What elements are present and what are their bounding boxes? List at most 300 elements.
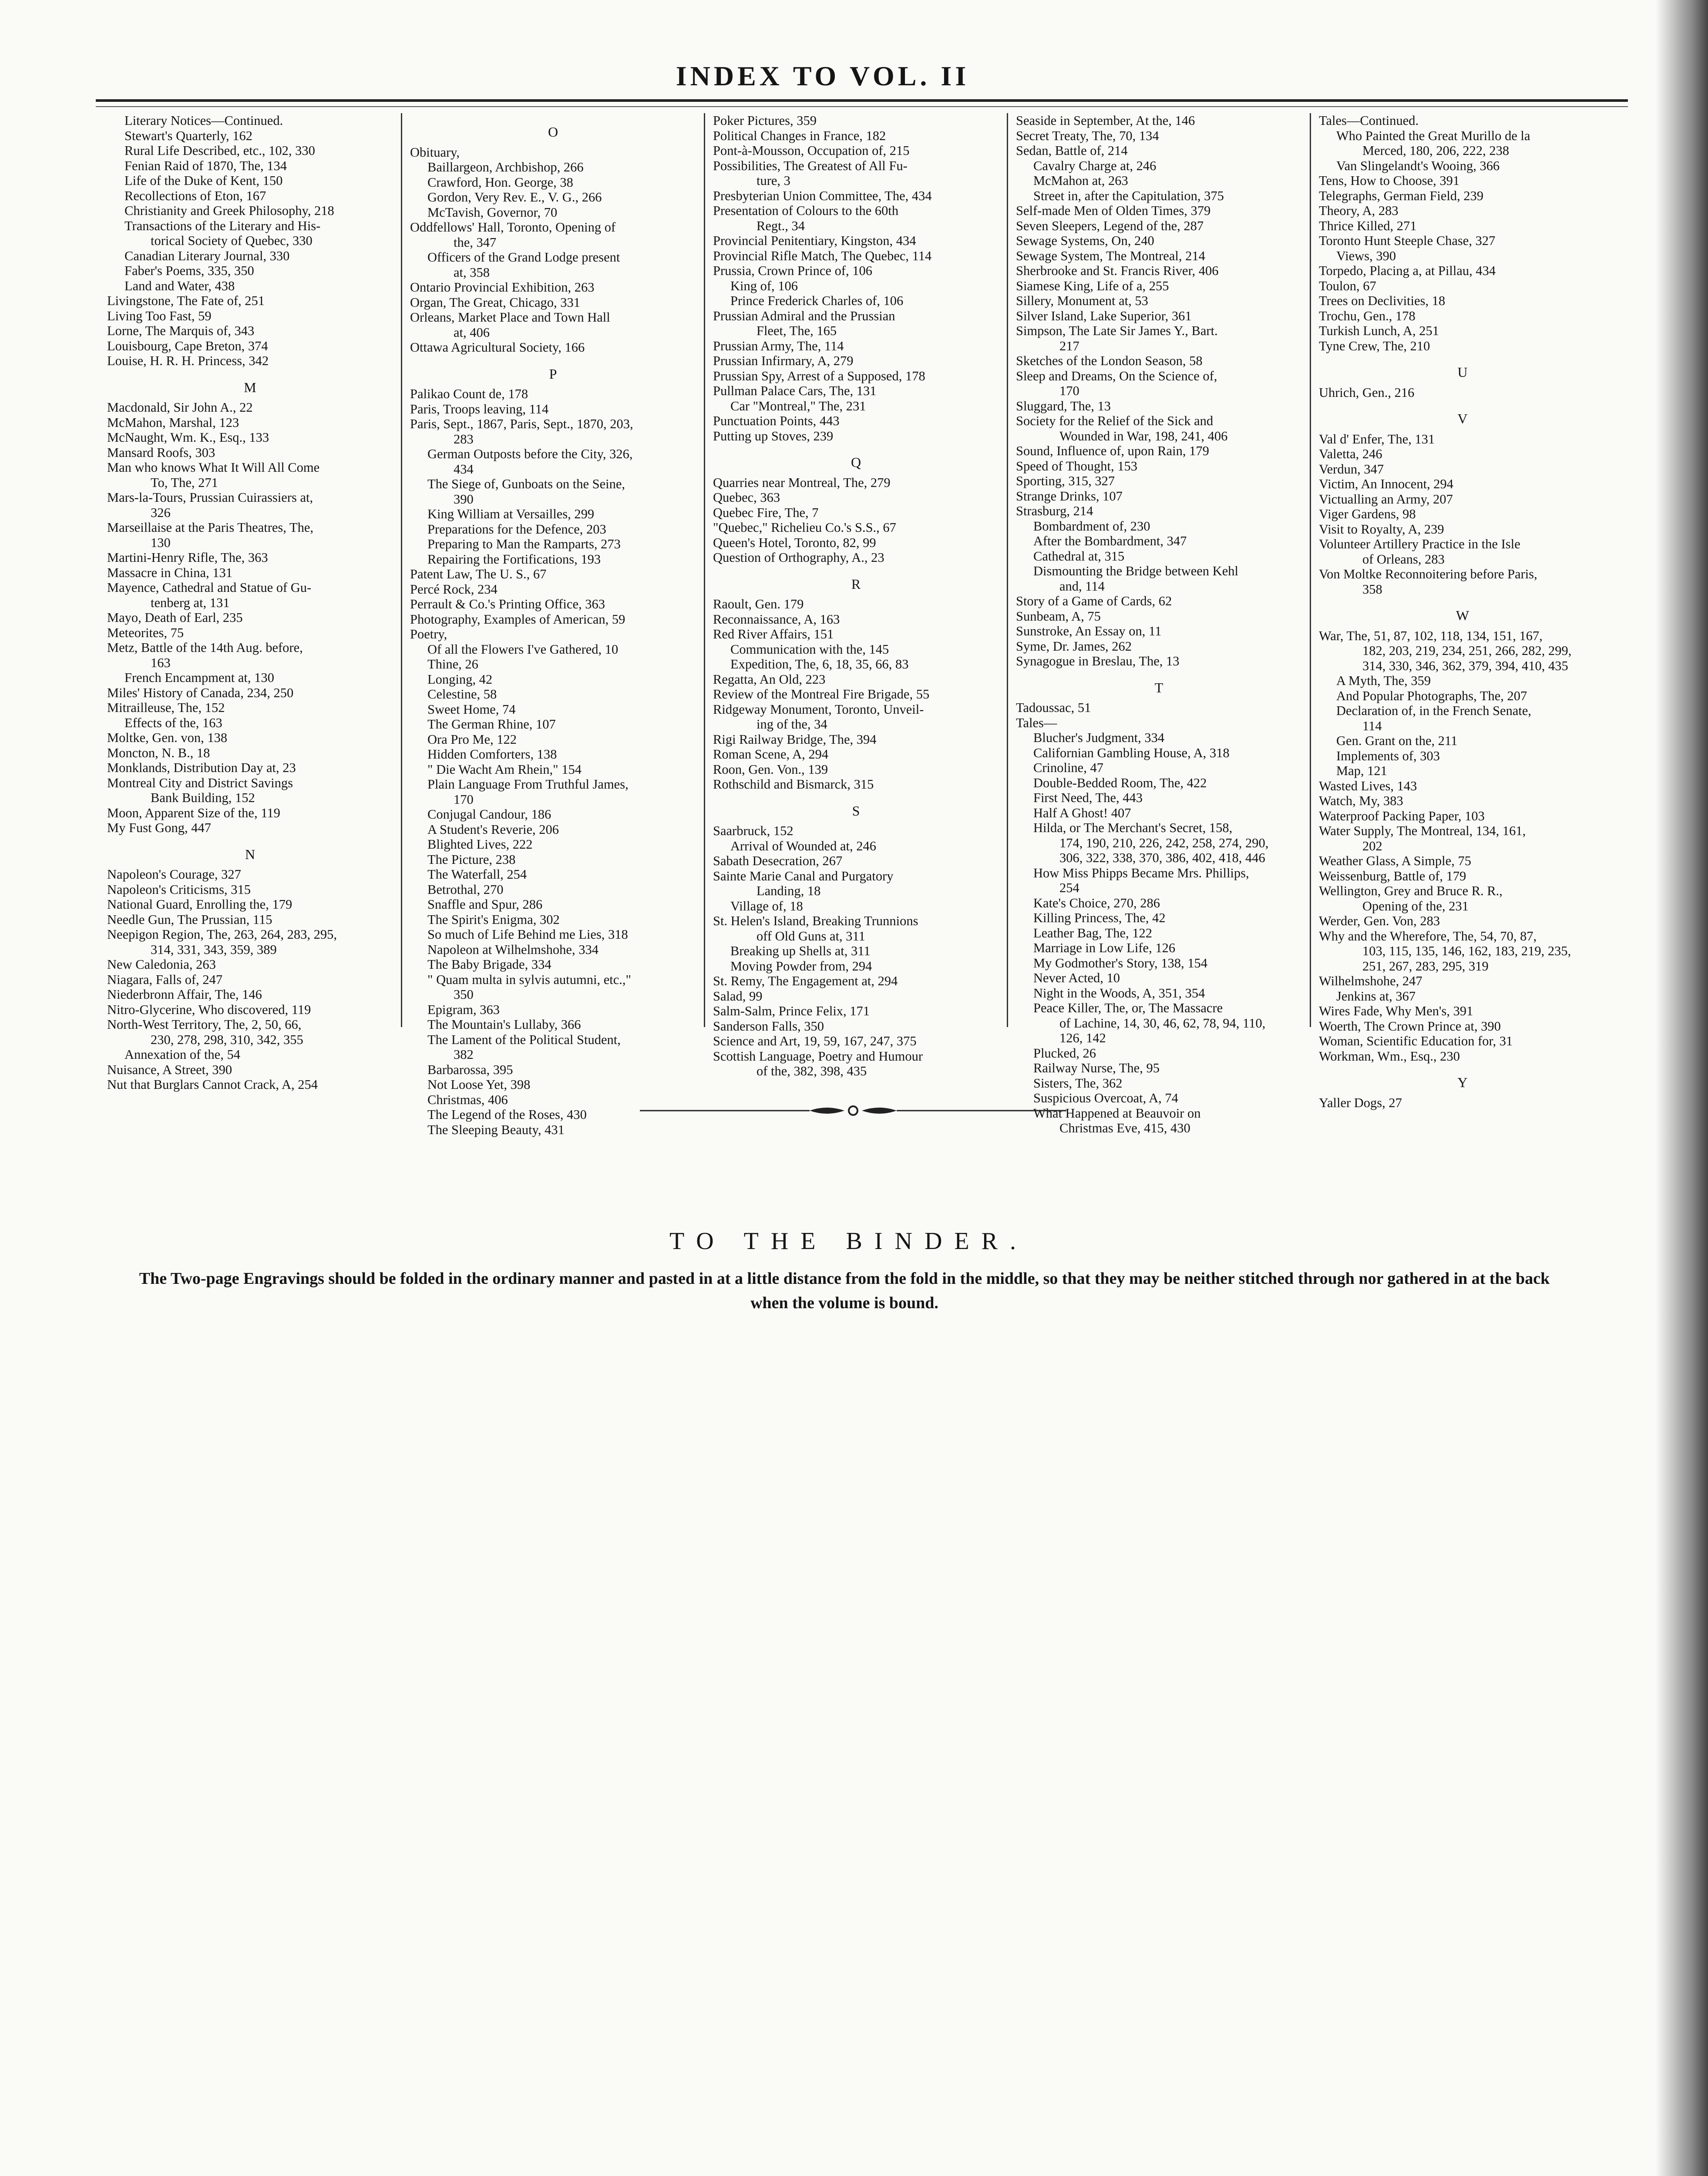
index-entry: Regatta, An Old, 223	[713, 672, 826, 687]
index-entry: Niagara, Falls of, 247	[107, 972, 223, 987]
index-entry: Louisbourg, Cape Breton, 374	[107, 338, 268, 353]
index-entry: Night in the Woods, A, 351, 354	[1033, 985, 1205, 1001]
index-entry: Village of, 18	[730, 898, 803, 913]
index-entry: French Encampment at, 130	[124, 670, 274, 685]
index-entry: of Orleans, 283	[1362, 551, 1445, 567]
index-entry: McMahon at, 263	[1033, 173, 1128, 188]
index-entry: Communication with the, 145	[730, 641, 889, 657]
index-entry: Rothschild and Bismarck, 315	[713, 777, 874, 792]
index-entry: Society for the Relief of the Sick and	[1016, 413, 1214, 428]
index-entry: Salm-Salm, Prince Felix, 171	[713, 1004, 870, 1018]
index-letter-heading: U	[1457, 364, 1468, 380]
index-entry: King William at Versailles, 299	[427, 507, 595, 521]
index-entry: Sherbrooke and St. Francis River, 406	[1016, 263, 1219, 278]
index-entry: off Old Guns at, 311	[756, 928, 865, 944]
index-entry: 314, 330, 346, 362, 379, 394, 410, 435	[1362, 658, 1568, 673]
index-entry: Landing, 18	[756, 883, 821, 898]
index-entry: 217	[1059, 338, 1079, 353]
index-entry: McMahon, Marshal, 123	[107, 415, 239, 430]
index-entry: Macdonald, Sir John A., 22	[107, 400, 253, 415]
index-entry: Wellington, Grey and Bruce R. R.,	[1319, 883, 1503, 898]
index-entry: The Mountain's Lullaby, 366	[427, 1017, 581, 1032]
index-entry: Neepigon Region, The, 263, 264, 283, 295,	[107, 927, 337, 942]
index-entry: of Lachine, 14, 30, 46, 62, 78, 94, 110,	[1059, 1015, 1266, 1031]
index-entry: Conjugal Candour, 186	[427, 807, 551, 822]
index-entry: Possibilities, The Greatest of All Fu-	[713, 158, 908, 173]
index-entry: Uhrich, Gen., 216	[1319, 385, 1415, 400]
index-entry: Merced, 180, 206, 222, 238	[1362, 143, 1510, 158]
index-entry: Orleans, Market Place and Town Hall	[410, 310, 610, 325]
index-entry: Map, 121	[1336, 763, 1387, 778]
index-entry: Paris, Sept., 1867, Paris, Sept., 1870, 203,	[410, 416, 633, 431]
index-entry: Why and the Wherefore, The, 54, 70, 87,	[1319, 928, 1537, 944]
index-entry: Opening of the, 231	[1362, 898, 1469, 913]
index-entry: My Godmother's Story, 138, 154	[1033, 955, 1208, 970]
index-entry: Sainte Marie Canal and Purgatory	[713, 868, 894, 883]
index-entry: 254	[1059, 880, 1079, 895]
index-entry: Not Loose Yet, 398	[427, 1077, 531, 1092]
index-entry: Breaking up Shells at, 311	[730, 944, 871, 958]
index-entry: Siamese King, Life of a, 255	[1016, 278, 1169, 293]
index-entry: Raoult, Gen. 179	[713, 597, 804, 611]
index-column-3	[705, 113, 1008, 1078]
index-entry: Victualling an Army, 207	[1319, 491, 1453, 507]
index-entry: Reconnaissance, A, 163	[713, 611, 840, 627]
index-entry: Quarries near Montreal, The, 279	[713, 475, 891, 490]
index-entry: Californian Gambling House, A, 318	[1033, 745, 1230, 760]
index-entry: Celestine, 58	[427, 687, 497, 702]
index-columns	[99, 113, 1614, 1137]
index-entry: ture, 3	[756, 173, 790, 188]
index-entry: 434	[454, 461, 474, 477]
index-entry: Review of the Montreal Fire Brigade, 55	[713, 687, 930, 702]
index-entry: Volunteer Artillery Practice in the Isle	[1319, 537, 1520, 551]
index-entry: " Die Wacht Am Rhein," 154	[427, 762, 582, 777]
index-entry: 202	[1362, 838, 1382, 853]
index-entry: 326	[151, 505, 171, 520]
index-entry: Nut that Burglars Cannot Crack, A, 254	[107, 1077, 318, 1092]
index-entry: Werder, Gen. Von, 283	[1319, 913, 1440, 928]
index-entry: Napoleon at Wilhelmshohe, 334	[427, 942, 598, 957]
index-entry: at, 358	[454, 265, 490, 280]
index-letter-heading: M	[244, 379, 256, 395]
index-letter-heading: Q	[851, 454, 861, 470]
index-column-5	[1311, 113, 1614, 1110]
index-entry: The German Rhine, 107	[427, 717, 556, 732]
index-entry: Literary Notices—Continued.	[124, 113, 283, 128]
index-entry: National Guard, Enrolling the, 179	[107, 897, 293, 912]
index-entry: Of all the Flowers I've Gathered, 10	[427, 641, 619, 657]
index-entry: Quebec, 363	[713, 490, 780, 505]
index-entry: Prussian Spy, Arrest of a Supposed, 178	[713, 368, 925, 383]
index-entry: Punctuation Points, 443	[713, 413, 840, 428]
index-column-4	[1008, 113, 1311, 1135]
index-entry: Speed of Thought, 153	[1016, 458, 1137, 473]
index-entry: Poker Pictures, 359	[713, 113, 817, 128]
index-entry: Bombardment of, 230	[1033, 518, 1150, 534]
index-entry: Palikao Count de, 178	[410, 386, 528, 401]
index-entry: Tales—Continued.	[1319, 113, 1419, 128]
index-entry: Metz, Battle of the 14th Aug. before,	[107, 640, 303, 655]
index-entry: St. Helen's Island, Breaking Trunnions	[713, 913, 918, 928]
index-letter-heading: O	[548, 124, 558, 140]
index-entry: Leather Bag, The, 122	[1033, 925, 1152, 940]
index-entry: Marseillaise at the Paris Theatres, The,	[107, 520, 314, 535]
index-entry: Poetry,	[410, 627, 447, 641]
index-entry: Telegraphs, German Field, 239	[1319, 188, 1484, 203]
index-entry: Waterproof Packing Paper, 103	[1319, 808, 1485, 823]
index-entry: Monklands, Distribution Day at, 23	[107, 760, 296, 775]
index-entry: Niederbronn Affair, The, 146	[107, 987, 262, 1002]
index-entry: Toronto Hunt Steeple Chase, 327	[1319, 233, 1496, 248]
index-entry: Nitro-Glycerine, Who discovered, 119	[107, 1002, 311, 1017]
index-entry: Preparations for the Defence, 203	[427, 521, 606, 537]
index-entry: Christmas, 406	[427, 1092, 508, 1107]
index-entry: Prussian Infirmary, A, 279	[713, 353, 854, 368]
index-entry: Salad, 99	[713, 988, 763, 1004]
index-entry: Crinoline, 47	[1033, 760, 1103, 775]
index-entry: Workman, Wm., Esq., 230	[1319, 1048, 1460, 1064]
index-entry: Tens, How to Choose, 391	[1319, 173, 1460, 188]
index-entry: North-West Territory, The, 2, 50, 66,	[107, 1017, 302, 1032]
index-entry: Woerth, The Crown Prince at, 390	[1319, 1018, 1501, 1034]
index-entry: Longing, 42	[427, 672, 493, 687]
index-entry: First Need, The, 443	[1033, 790, 1143, 805]
index-entry: tenberg at, 131	[151, 595, 230, 610]
index-letter-heading: V	[1457, 411, 1468, 426]
index-entry: Political Changes in France, 182	[713, 128, 886, 143]
index-entry: Percé Rock, 234	[410, 581, 498, 597]
index-entry: Killing Princess, The, 42	[1033, 910, 1166, 925]
index-entry: Cathedral at, 315	[1033, 548, 1125, 564]
index-entry: German Outposts before the City, 326,	[427, 447, 633, 461]
index-entry: Ridgeway Monument, Toronto, Unveil-	[713, 702, 924, 717]
index-letter-heading: P	[549, 366, 557, 382]
index-entry: The Picture, 238	[427, 852, 516, 867]
index-entry: Livingstone, The Fate of, 251	[107, 293, 265, 308]
index-entry: Prince Frederick Charles of, 106	[730, 293, 904, 308]
index-entry: Double-Bedded Room, The, 422	[1033, 775, 1207, 790]
index-entry: Napoleon's Courage, 327	[107, 867, 241, 882]
index-entry: 174, 190, 210, 226, 242, 258, 274, 290,	[1059, 835, 1269, 850]
index-entry: 306, 322, 338, 370, 386, 402, 418, 446	[1059, 850, 1265, 865]
index-entry: 251, 267, 283, 295, 319	[1362, 958, 1489, 974]
index-entry: Who Painted the Great Murillo de la	[1336, 128, 1530, 143]
header-rule	[96, 99, 1628, 107]
index-entry: Marriage in Low Life, 126	[1033, 940, 1176, 955]
index-entry: Sanderson Falls, 350	[713, 1018, 824, 1034]
index-entry: Christianity and Greek Philosophy, 218	[124, 203, 334, 218]
index-entry: Ontario Provincial Exhibition, 263	[410, 280, 595, 295]
index-entry: Lorne, The Marquis of, 343	[107, 323, 255, 338]
index-entry: at, 406	[454, 325, 490, 340]
index-entry: Organ, The Great, Chicago, 331	[410, 295, 581, 310]
index-entry: Prussian Admiral and the Prussian	[713, 308, 895, 323]
index-entry: Implements of, 303	[1336, 748, 1440, 763]
index-entry: Sabath Desecration, 267	[713, 853, 843, 868]
index-entry: Mayo, Death of Earl, 235	[107, 610, 243, 625]
index-entry: Oddfellows' Hall, Toronto, Opening of	[410, 220, 616, 235]
index-column-2	[402, 113, 705, 1137]
index-entry: Provincial Rifle Match, The Quebec, 114	[713, 248, 932, 263]
index-entry: King of, 106	[730, 278, 798, 293]
index-letter-heading: Y	[1457, 1075, 1468, 1090]
index-entry: Massacre in China, 131	[107, 565, 232, 580]
binding-shadow	[1656, 0, 1708, 2176]
index-entry: McNaught, Wm. K., Esq., 133	[107, 430, 269, 445]
index-entry: The Baby Brigade, 334	[427, 957, 551, 972]
index-entry: Water Supply, The Montreal, 134, 161,	[1319, 823, 1526, 838]
index-entry: Prussia, Crown Prince of, 106	[713, 263, 872, 278]
index-entry: Yaller Dogs, 27	[1319, 1095, 1402, 1110]
index-entry: Seaside in September, At the, 146	[1016, 113, 1195, 128]
index-entry: McTavish, Governor, 70	[427, 205, 558, 220]
index-entry: Cavalry Charge at, 246	[1033, 158, 1157, 173]
index-entry: Moon, Apparent Size of the, 119	[107, 805, 280, 820]
index-entry: Bank Building, 152	[151, 790, 255, 805]
index-entry: Quebec Fire, The, 7	[713, 505, 819, 520]
index-entry: Viger Gardens, 98	[1319, 507, 1416, 521]
index-entry: Effects of the, 163	[124, 715, 222, 730]
index-entry: Blighted Lives, 222	[427, 837, 533, 852]
index-entry: Prussian Army, The, 114	[713, 338, 844, 353]
index-entry: Recollections of Eton, 167	[124, 188, 266, 203]
index-entry: Red River Affairs, 151	[713, 627, 834, 641]
index-entry: Kate's Choice, 270, 286	[1033, 895, 1160, 910]
index-entry: Strasburg, 214	[1016, 504, 1093, 518]
index-entry: Theory, A, 283	[1319, 203, 1399, 218]
index-entry: Roon, Gen. Von., 139	[713, 762, 828, 777]
index-entry: Sunbeam, A, 75	[1016, 608, 1101, 624]
index-entry: Montreal City and District Savings	[107, 775, 293, 790]
index-entry: Photography, Examples of American, 59	[410, 611, 625, 627]
index-entry: Turkish Lunch, A, 251	[1319, 323, 1439, 338]
index-entry: Half A Ghost! 407	[1033, 805, 1131, 820]
ornament-rule	[640, 1102, 1066, 1119]
index-entry: 350	[454, 987, 474, 1002]
index-entry: Moving Powder from, 294	[730, 958, 872, 974]
index-entry: Man who knows What It Will All Come	[107, 460, 320, 475]
index-entry: Hilda, or The Merchant's Secret, 158,	[1033, 820, 1233, 835]
index-letter-heading: T	[1154, 679, 1163, 695]
index-entry: Trees on Declivities, 18	[1319, 293, 1446, 308]
binder-title: TO THE BINDER.	[669, 1228, 1028, 1255]
index-entry: Betrothal, 270	[427, 882, 504, 897]
index-entry: War, The, 51, 87, 102, 118, 134, 151, 167,	[1319, 628, 1543, 643]
index-entry: What Happened at Beauvoir on	[1033, 1105, 1201, 1121]
index-entry: Tales—	[1016, 715, 1057, 730]
index-entry: Regt., 34	[756, 218, 805, 233]
index-entry: Watch, My, 383	[1319, 793, 1403, 808]
index-entry: Moltke, Gen. von, 138	[107, 730, 228, 745]
index-column-1	[99, 113, 402, 1092]
index-entry: Thine, 26	[427, 657, 478, 672]
index-entry: And Popular Photographs, The, 207	[1336, 688, 1527, 703]
index-entry: Baillargeon, Archbishop, 266	[427, 160, 584, 175]
index-entry: Mitrailleuse, The, 152	[107, 700, 225, 715]
index-entry: 182, 203, 219, 234, 251, 266, 282, 299,	[1362, 643, 1572, 658]
index-entry: Meteorites, 75	[107, 625, 184, 640]
index-entry: Seven Sleepers, Legend of the, 287	[1016, 218, 1204, 233]
index-letter-heading: W	[1456, 608, 1469, 623]
index-entry: Sewage Systems, On, 240	[1016, 233, 1154, 248]
binder-note: The Two-page Engravings should be folded in the ordinary manner and pasted in at a little distance from the fold in the middle, so that they may be neither stitched through nor gathered in at the back when the volume is bound.	[139, 1269, 1550, 1312]
index-entry: Putting up Stoves, 239	[713, 428, 834, 443]
index-entry: Railway Nurse, The, 95	[1033, 1061, 1160, 1075]
index-entry: 170	[454, 792, 474, 807]
index-entry: Nuisance, A Street, 390	[107, 1062, 232, 1077]
index-entry: Miles' History of Canada, 234, 250	[107, 685, 294, 700]
index-entry: Weissenburg, Battle of, 179	[1319, 868, 1466, 883]
index-entry: Silver Island, Lake Superior, 361	[1016, 308, 1192, 323]
index-entry: Verdun, 347	[1319, 461, 1384, 477]
index-entry: Wires Fade, Why Men's, 391	[1319, 1004, 1473, 1018]
index-entry: Queen's Hotel, Toronto, 82, 99	[713, 535, 876, 550]
index-entry: Gordon, Very Rev. E., V. G., 266	[427, 190, 602, 205]
index-entry: Suspicious Overcoat, A, 74	[1033, 1091, 1178, 1105]
index-entry: 382	[454, 1047, 474, 1062]
index-entry: the, 347	[454, 235, 497, 250]
index-entry: Tadoussac, 51	[1016, 700, 1091, 715]
index-entry: Epigram, 363	[427, 1002, 500, 1017]
index-entry: Presbyterian Union Committee, The, 434	[713, 188, 932, 203]
index-entry: Mansard Roofs, 303	[107, 445, 215, 460]
index-entry: The Siege of, Gunboats on the Seine,	[427, 477, 625, 491]
index-entry: 283	[454, 431, 474, 447]
index-entry: 114	[1362, 718, 1382, 733]
index-entry: Barbarossa, 395	[427, 1062, 513, 1077]
index-entry: Mayence, Cathedral and Statue of Gu-	[107, 580, 312, 595]
index-entry: Faber's Poems, 335, 350	[124, 263, 254, 278]
index-entry: 126, 142	[1059, 1031, 1106, 1045]
index-entry: Sketches of the London Season, 58	[1016, 353, 1203, 368]
index-entry: Perrault & Co.'s Printing Office, 363	[410, 597, 605, 611]
index-entry: Toulon, 67	[1319, 278, 1376, 293]
index-entry: Sluggard, The, 13	[1016, 398, 1111, 413]
index-entry: Needle Gun, The Prussian, 115	[107, 912, 272, 927]
index-entry: Mars-la-Tours, Prussian Cuirassiers at,	[107, 490, 313, 505]
index-entry: Moncton, N. B., 18	[107, 745, 210, 760]
index-entry: Van Slingelandt's Wooing, 366	[1336, 158, 1500, 173]
index-entry: The Waterfall, 254	[427, 867, 527, 882]
index-entry: Martini-Henry Rifle, The, 363	[107, 550, 268, 565]
index-entry: Sweet Home, 74	[427, 702, 516, 717]
index-entry: Street in, after the Capitulation, 375	[1033, 188, 1224, 203]
index-entry: Self-made Men of Olden Times, 379	[1016, 203, 1211, 218]
index-entry: 230, 278, 298, 310, 342, 355	[151, 1032, 303, 1047]
index-entry: Declaration of, in the French Senate,	[1336, 703, 1532, 718]
index-entry: torical Society of Quebec, 330	[151, 233, 313, 248]
index-entry: Torpedo, Placing a, at Pillau, 434	[1319, 263, 1496, 278]
index-entry: Synagogue in Breslau, The, 13	[1016, 654, 1180, 668]
index-entry: Victim, An Innocent, 294	[1319, 477, 1454, 491]
index-entry: Land and Water, 438	[124, 278, 235, 293]
index-entry: The Lament of the Political Student,	[427, 1032, 621, 1047]
index-entry: Crawford, Hon. George, 38	[427, 175, 573, 190]
index-entry: Officers of the Grand Lodge present	[427, 250, 620, 265]
index-entry: Saarbruck, 152	[713, 823, 793, 838]
index-entry: So much of Life Behind me Lies, 318	[427, 927, 628, 942]
index-entry: Sewage System, The Montreal, 214	[1016, 248, 1205, 263]
index-entry: Annexation of the, 54	[124, 1047, 240, 1062]
index-entry: Blucher's Judgment, 334	[1033, 730, 1165, 745]
index-entry: Paris, Troops leaving, 114	[410, 401, 549, 416]
index-entry: A Myth, The, 359	[1336, 673, 1431, 688]
index-entry: Jenkins at, 367	[1336, 988, 1416, 1004]
index-entry: Science and Art, 19, 59, 167, 247, 375	[713, 1034, 917, 1048]
index-entry: Sleep and Dreams, On the Science of,	[1016, 368, 1217, 383]
index-entry: Scottish Language, Poetry and Humour	[713, 1048, 923, 1064]
index-entry: 314, 331, 343, 359, 389	[151, 942, 277, 957]
index-entry: Canadian Literary Journal, 330	[124, 248, 290, 263]
index-entry: The Sleeping Beauty, 431	[427, 1122, 565, 1137]
index-entry: Snaffle and Spur, 286	[427, 897, 543, 912]
index-entry: Christmas Eve, 415, 430	[1059, 1121, 1190, 1135]
index-entry: " Quam multa in sylvis autumni, etc.,"	[427, 972, 631, 987]
index-entry: After the Bombardment, 347	[1033, 534, 1187, 548]
index-entry: Fenian Raid of 1870, The, 134	[124, 158, 287, 173]
index-entry: St. Remy, The Engagement at, 294	[713, 974, 898, 988]
index-entry: Wounded in War, 198, 241, 406	[1059, 428, 1228, 443]
index-entry: Syme, Dr. James, 262	[1016, 638, 1132, 654]
index-entry: Ottawa Agricultural Society, 166	[410, 340, 585, 355]
index-entry: Sound, Influence of, upon Rain, 179	[1016, 443, 1209, 458]
index-entry: Weather Glass, A Simple, 75	[1319, 853, 1471, 868]
index-entry: 390	[454, 491, 474, 507]
index-entry: Question of Orthography, A., 23	[713, 550, 884, 565]
index-entry: Plain Language From Truthful James,	[427, 777, 629, 792]
index-entry: A Student's Reverie, 206	[427, 822, 559, 837]
index-entry: Preparing to Man the Ramparts, 273	[427, 537, 621, 551]
index-entry: Wilhelmshohe, 247	[1319, 974, 1422, 988]
index-entry: Gen. Grant on the, 211	[1336, 733, 1458, 748]
index-entry: Dismounting the Bridge between Kehl	[1033, 564, 1238, 578]
index-entry: Car "Montreal," The, 231	[730, 398, 866, 413]
index-entry: Story of a Game of Cards, 62	[1016, 594, 1172, 608]
index-entry: and, 114	[1059, 578, 1105, 594]
index-entry: Strange Drinks, 107	[1016, 488, 1123, 504]
index-entry: Val d' Enfer, The, 131	[1319, 431, 1435, 447]
index-entry: Expedition, The, 6, 18, 35, 66, 83	[730, 657, 909, 672]
index-entry: Sillery, Monument at, 53	[1016, 293, 1148, 308]
index-entry: Tyne Crew, The, 210	[1319, 338, 1430, 353]
index-entry: Ora Pro Me, 122	[427, 732, 517, 747]
index-letter-heading: R	[851, 576, 861, 592]
index-entry: Thrice Killed, 271	[1319, 218, 1417, 233]
index-entry: Pullman Palace Cars, The, 131	[713, 383, 877, 398]
index-entry: 103, 115, 135, 146, 162, 183, 219, 235,	[1362, 944, 1571, 958]
index-entry: Sisters, The, 362	[1033, 1075, 1123, 1091]
index-entry: "Quebec," Richelieu Co.'s S.S., 67	[713, 520, 896, 535]
index-entry: Sporting, 315, 327	[1016, 473, 1115, 488]
index-entry: Hidden Comforters, 138	[427, 747, 557, 762]
index-entry: New Caledonia, 263	[107, 957, 216, 972]
index-entry: Simpson, The Late Sir James Y., Bart.	[1016, 323, 1218, 338]
index-entry: Napoleon's Criticisms, 315	[107, 882, 251, 897]
index-entry: 130	[151, 535, 171, 550]
index-entry: Pont-à-Mousson, Occupation of, 215	[713, 143, 910, 158]
index-entry: Plucked, 26	[1033, 1045, 1096, 1061]
index-entry: Von Moltke Reconnoitering before Paris,	[1319, 567, 1537, 581]
index-entry: Stewart's Quarterly, 162	[124, 128, 253, 143]
index-entry: Valetta, 246	[1319, 447, 1382, 461]
index-entry: Views, 390	[1336, 248, 1396, 263]
index-entry: The Spirit's Enigma, 302	[427, 912, 560, 927]
index-entry: Fleet, The, 165	[756, 323, 837, 338]
index-entry: To, The, 271	[151, 475, 218, 490]
index-entry: Trochu, Gen., 178	[1319, 308, 1415, 323]
index-entry: Peace Killer, The, or, The Massacre	[1033, 1001, 1223, 1015]
